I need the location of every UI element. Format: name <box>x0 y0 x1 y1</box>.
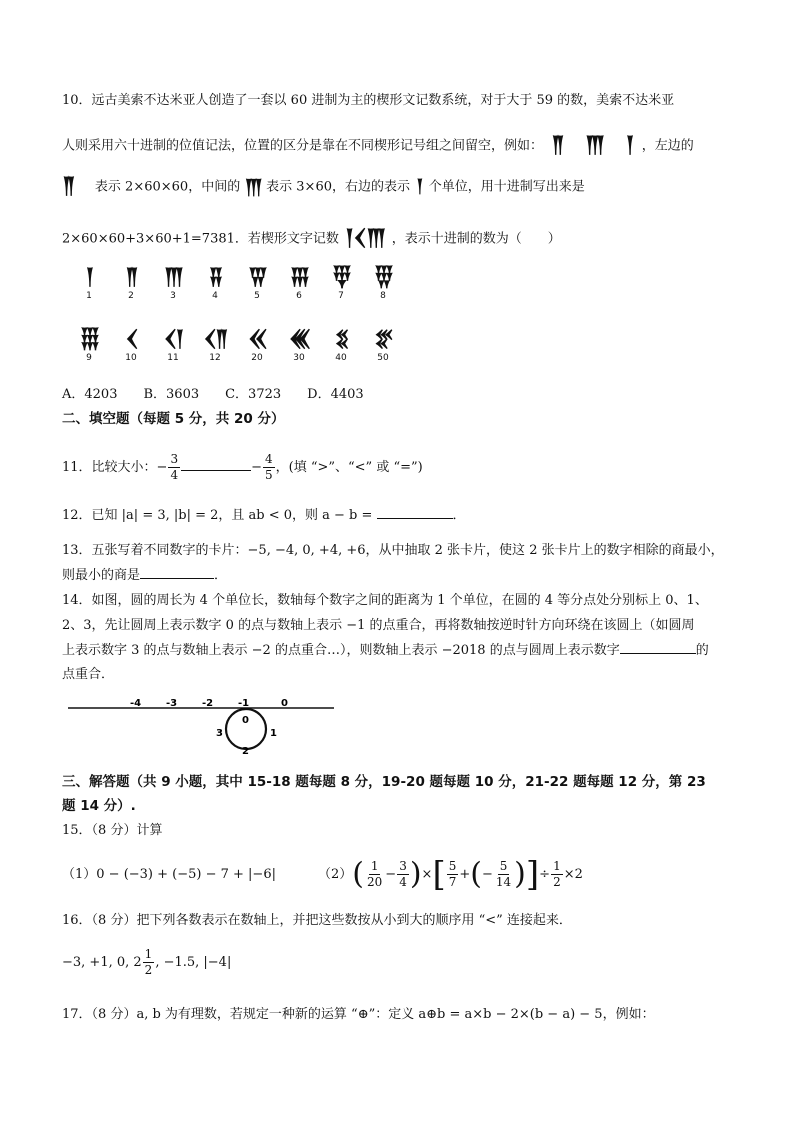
cuneiform-symbol: 𒐉 <box>208 265 222 290</box>
cuneiform-two-image: 𒈫 <box>62 174 75 199</box>
circle-label: 1 <box>270 728 277 739</box>
q17-line1: 17．（8 分）a, b 为有理数，若规定一种新的运算 “⊕”：定义 a⊕b = a×b − 2×(b − a) − 5，例如： <box>62 1007 655 1022</box>
cuneiform-symbol: 𒌋𒁹 <box>163 327 183 352</box>
q14-line2: 2、3，先让圆周上表示数字 0 的点与数轴上表示 −1 的点重合，再将数轴按逆时针方向环绕在该圆上（如圆周 <box>62 618 695 633</box>
cuneiform-value: 20 <box>251 353 263 363</box>
cuneiform-symbol: 𒑂 <box>331 265 351 290</box>
cuneiform-one-image: 𒁹 <box>416 176 423 197</box>
cuneiform-value: 5 <box>254 291 260 301</box>
cuneiform-value: 10 <box>125 353 137 363</box>
q16-title: 16．（8 分）把下列各数表示在数轴上，并把这些数按从小到大的顺序用 “<” 连接起来． <box>62 913 572 928</box>
cuneiform-symbol: 𒌋 <box>125 327 137 352</box>
cuneiform-table-cell <box>322 265 360 301</box>
q11-fraction-2: $\frac{4}{5}$ <box>264 452 273 482</box>
cuneiform-value: 6 <box>296 291 302 301</box>
cuneiform-table-cell <box>112 265 150 301</box>
cuneiform-value: 4 <box>212 291 218 301</box>
cuneiform-symbol: 𒎙 <box>247 327 267 352</box>
q10-line2: 人则采用六十进制的位值记法，位置的区分是靠在不同楔形记号组之间留空，例如： 𒈫 𒐈 𒁹 ，左边的 <box>62 133 694 158</box>
cuneiform-symbol: 𒐐 <box>373 327 393 352</box>
cuneiform-value: 1 <box>86 291 92 301</box>
axis-label: 0 <box>281 698 288 709</box>
cuneiform-value: 12 <box>209 353 221 363</box>
cuneiform-value: 30 <box>293 353 305 363</box>
q14-line3: 上表示数字 3 的点与数轴上表示 −2 的点重合…），则数轴上表示 −2018 的点与圆周上表示数字 的 <box>62 643 709 658</box>
cuneiform-symbol: 𒑄 <box>373 265 393 290</box>
cuneiform-value: 2 <box>128 291 134 301</box>
cuneiform-table-cell <box>364 327 402 363</box>
cuneiform-symbol: 𒌋𒈫 <box>203 327 227 352</box>
cuneiform-table-cell <box>196 265 234 301</box>
q15-part2: （2）( $\frac{1}{20}$ − $\frac{3}{4}$ )×[ $\frac{5}{7}$ +(− $\frac{5}{14}$ )]÷ $\frac{1}{2}$ ×2 <box>318 854 583 895</box>
q14-line1: 14．如图，圆的周长为 4 个单位长，数轴每个数字之间的距离为 1 个单位，在圆的 4 等分点处分别标上 0、1、 <box>62 593 708 608</box>
q15-part1: （1）0 − (−3) + (−5) − 7 + |−6| <box>62 867 276 882</box>
cuneiform-table-cell <box>280 265 318 301</box>
cuneiform-symbol: 𒈫 <box>125 265 137 290</box>
cuneiform-value: 9 <box>86 353 92 363</box>
circle-label: 2 <box>242 746 249 754</box>
section-three-heading-line1: 三、解答题（共 9 小题，其中 15-18 题每题 8 分，19-20 题每题 10 分，21-22 题每题 12 分，第 23 <box>62 774 706 790</box>
q12: 12．已知 |a| = 3, |b| = 2，且 ab < 0，则 a − b = ． <box>62 508 466 523</box>
axis-label: -4 <box>130 698 142 709</box>
cuneiform-symbol: 𒐋 <box>289 265 309 290</box>
cuneiform-table-cell <box>154 265 192 301</box>
cuneiform-value: 3 <box>170 291 176 301</box>
q13-answer-blank[interactable] <box>140 566 214 579</box>
cuneiform-table-cell <box>280 327 318 363</box>
cuneiform-symbol: 𒐏 <box>334 327 348 352</box>
cuneiform-table-cell <box>70 265 108 301</box>
cuneiform-table-cell <box>112 327 150 363</box>
number-line-circle-figure <box>66 696 338 754</box>
cuneiform-symbol: 𒐈 <box>163 265 183 290</box>
cuneiform-example-image: 𒈫 𒐈 𒁹 <box>551 133 634 158</box>
circle-label: 0 <box>242 715 249 726</box>
cuneiform-three-image: 𒐈 <box>244 175 263 199</box>
q12-answer-blank[interactable] <box>377 506 453 519</box>
cuneiform-table-cell <box>70 327 108 363</box>
cuneiform-table-cell <box>238 265 276 301</box>
q10-line4: 2×60×60+3×60+1=7381．若楔形文字记数 𒁹𒌋𒐈 ，表示十进制的数为（ ） <box>62 226 561 251</box>
q14-answer-blank[interactable] <box>620 641 696 654</box>
q10-options: A．4203 B．3603 C．3723 D．4403 <box>62 387 364 402</box>
q13-line1: 13．五张写着不同数字的卡片：−5, −4, 0, +4, +6，从中抽取 2 张卡片，使这 2 张卡片上的数字相除的商最小， <box>62 543 724 558</box>
cuneiform-question-image: 𒁹𒌋𒐈 <box>345 226 386 251</box>
q11-fraction-1: $\frac{3}{4}$ <box>170 452 179 482</box>
section-three-heading-line2: 题 14 分）. <box>62 798 136 814</box>
cuneiform-value: 40 <box>335 353 347 363</box>
q11-answer-blank[interactable] <box>181 458 251 471</box>
axis-label: -3 <box>166 698 178 709</box>
q10-line3: 𒈫 表示 2×60×60，中间的 𒐈 表示 3×60，右边的表示 𒁹 个单位，用十进制写出来是 <box>62 174 585 199</box>
axis-label: -2 <box>202 698 214 709</box>
section-two-heading: 二、填空题（每题 5 分，共 20 分） <box>62 411 285 427</box>
q15-title: 15．（8 分）计算 <box>62 823 163 838</box>
cuneiform-table-cell <box>154 327 192 363</box>
circle-label: 3 <box>216 728 223 739</box>
cuneiform-symbol: 𒁹 <box>85 265 93 290</box>
cuneiform-symbol: 𒐊 <box>247 265 267 290</box>
cuneiform-table-cell <box>238 327 276 363</box>
cuneiform-symbol: 𒌍 <box>288 327 310 352</box>
cuneiform-value: 50 <box>377 353 389 363</box>
cuneiform-table-cell <box>364 265 402 301</box>
q10-line1: 10．远古美索不达米亚人创造了一套以 60 进制为主的楔形文记数系统，对于大于 59 的数，美索不达米亚 <box>62 93 675 108</box>
cuneiform-symbol: 𒑆 <box>79 327 99 352</box>
q11: 11．比较大小：− $\frac{3}{4}$ − $\frac{4}{5}$ ，(填 “>”、“<” 或 “=”) <box>62 452 423 482</box>
q16-numbers: −3, +1, 0, 2 $\frac{1}{2}$ , −1.5, |−4| <box>62 947 232 977</box>
q14-line4: 点重合． <box>62 667 115 682</box>
cuneiform-value: 11 <box>167 353 179 363</box>
q13-line2: 则最小的商是 ． <box>62 568 228 583</box>
axis-label: -1 <box>238 698 250 709</box>
cuneiform-value: 7 <box>338 291 344 301</box>
cuneiform-value: 8 <box>380 291 386 301</box>
cuneiform-table-cell <box>322 327 360 363</box>
cuneiform-table-cell <box>196 327 234 363</box>
